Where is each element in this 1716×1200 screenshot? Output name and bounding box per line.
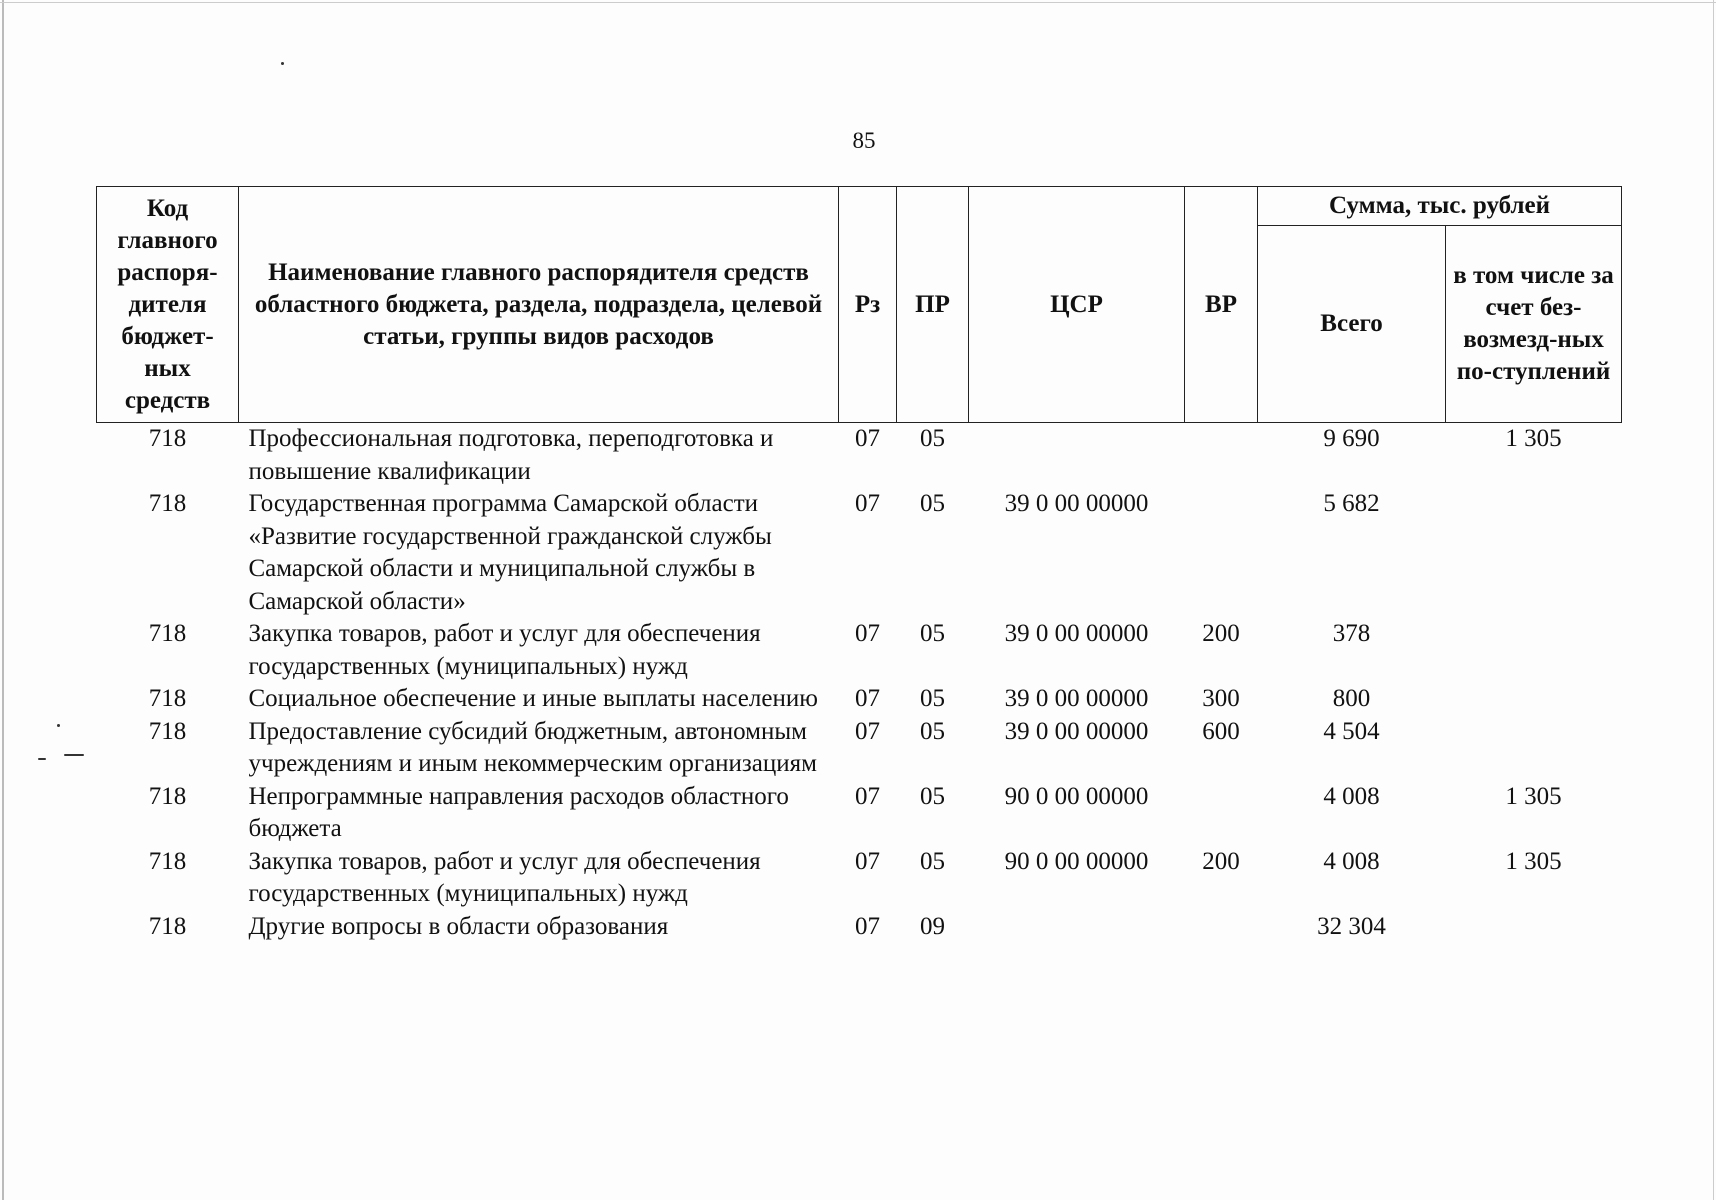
cell-pr: 05 — [920, 425, 945, 452]
table-header — [97, 187, 1622, 423]
cell-csr — [969, 911, 1185, 944]
cell-rz: 07 — [855, 620, 880, 647]
header-name: Наименование главного распорядителя средств областного бюджета, раздела, подраздела, целевой статьи, группы видов расходов — [239, 187, 839, 423]
scan-speck — [281, 62, 284, 65]
scan-speck — [64, 754, 84, 756]
cell-total: 800 — [1332, 685, 1371, 712]
cell-name: Закупка товаров, работ и услуг для обеспечения государственных (муниципальных) нужд — [248, 847, 761, 907]
cell-vr — [1185, 781, 1258, 846]
cell-csr: 39 0 00 00000 — [1004, 717, 1149, 745]
header-sum-title: Сумма, тыс. рублей — [1258, 187, 1622, 226]
table-row — [97, 683, 1622, 716]
table-body — [97, 423, 1622, 944]
scan-edge-right — [1713, 0, 1714, 1200]
cell-name: Закупка товаров, работ и услуг для обеспечения государственных (муниципальных) нужд — [248, 620, 761, 680]
cell-rz: 07 — [855, 425, 880, 452]
cell-name: Другие вопросы в области образования — [248, 912, 669, 940]
cell-csr: 39 0 00 00000 — [1004, 490, 1149, 517]
header-pr: ПР — [897, 187, 969, 423]
cell-code: 718 — [148, 912, 187, 940]
cell-total: 4 008 — [1323, 782, 1380, 810]
cell-total: 378 — [1332, 620, 1371, 647]
header-csr: ЦСР — [969, 187, 1185, 423]
cell-code: 718 — [148, 847, 187, 875]
scan-speck — [38, 758, 46, 760]
cell-code: 718 — [148, 782, 187, 810]
cell-csr: 90 0 00 00000 — [1004, 847, 1149, 875]
table-row — [97, 618, 1622, 683]
cell-name: Государственная программа Самарской области «Развитие государственной гражданской службы Самарской области и муниципальной службы в Самарской области» — [248, 490, 772, 615]
cell-csr: 39 0 00 00000 — [1004, 685, 1149, 712]
cell-rz: 07 — [855, 847, 880, 875]
cell-csr: 39 0 00 00000 — [1004, 620, 1149, 647]
cell-vr: 600 — [1202, 717, 1240, 745]
header-vr: ВР — [1185, 187, 1258, 423]
cell-free: 1 305 — [1505, 425, 1562, 452]
cell-code: 718 — [148, 685, 187, 712]
cell-rz: 07 — [855, 717, 880, 745]
cell-rz: 07 — [855, 490, 880, 517]
cell-rz: 07 — [855, 912, 880, 940]
cell-vr — [1185, 488, 1258, 618]
scan-edge-left — [2, 0, 4, 1200]
cell-pr: 05 — [920, 847, 945, 875]
header-rz: Рз — [839, 187, 897, 423]
table-row — [97, 488, 1622, 618]
budget-table — [96, 186, 1622, 943]
cell-name: Непрограммные направления расходов областного бюджета — [248, 782, 789, 842]
cell-name: Профессиональная подготовка, переподготовка и повышение квалификации — [248, 425, 774, 485]
table-row — [97, 846, 1622, 911]
cell-pr: 05 — [920, 717, 945, 745]
cell-vr: 200 — [1202, 620, 1240, 647]
cell-code: 718 — [148, 425, 187, 452]
cell-free — [1446, 683, 1622, 716]
cell-pr: 05 — [920, 490, 945, 517]
cell-code: 718 — [148, 717, 187, 745]
cell-vr: 300 — [1202, 685, 1240, 712]
cell-pr: 09 — [920, 912, 945, 940]
cell-csr — [969, 423, 1185, 489]
cell-free: 1 305 — [1505, 847, 1562, 875]
table-row — [97, 716, 1622, 781]
cell-vr — [1185, 423, 1258, 489]
cell-code: 718 — [148, 620, 187, 647]
header-free: в том числе за счет без-возмезд-ных по-ступлений — [1446, 226, 1622, 423]
cell-pr: 05 — [920, 685, 945, 712]
cell-rz: 07 — [855, 685, 880, 712]
cell-name: Социальное обеспечение и иные выплаты населению — [248, 685, 818, 712]
cell-pr: 05 — [920, 620, 945, 647]
cell-vr — [1185, 911, 1258, 944]
header-code: Код главного распоря-дителя бюджет-ных средств — [97, 187, 239, 423]
cell-pr: 05 — [920, 782, 945, 810]
table-row — [97, 423, 1622, 489]
cell-free — [1446, 911, 1622, 944]
scan-speck — [57, 724, 60, 727]
cell-csr: 90 0 00 00000 — [1004, 782, 1149, 810]
cell-code: 718 — [148, 490, 187, 517]
table-row — [97, 781, 1622, 846]
header-total: Всего — [1258, 226, 1446, 423]
cell-free — [1446, 618, 1622, 683]
cell-total: 4 504 — [1323, 717, 1380, 745]
cell-free: 1 305 — [1505, 782, 1562, 810]
cell-rz: 07 — [855, 782, 880, 810]
cell-total: 4 008 — [1323, 847, 1380, 875]
cell-vr: 200 — [1202, 847, 1240, 875]
cell-total: 5 682 — [1323, 490, 1380, 517]
cell-total: 9 690 — [1323, 425, 1380, 452]
scan-edge-top — [0, 2, 1716, 3]
cell-free — [1446, 488, 1622, 618]
page-number: 85 — [852, 128, 876, 153]
cell-free — [1446, 716, 1622, 781]
cell-total: 32 304 — [1317, 912, 1386, 940]
table-row — [97, 911, 1622, 944]
cell-name: Предоставление субсидий бюджетным, автономным учреждениям и иным некоммерческим организациям — [248, 717, 817, 777]
